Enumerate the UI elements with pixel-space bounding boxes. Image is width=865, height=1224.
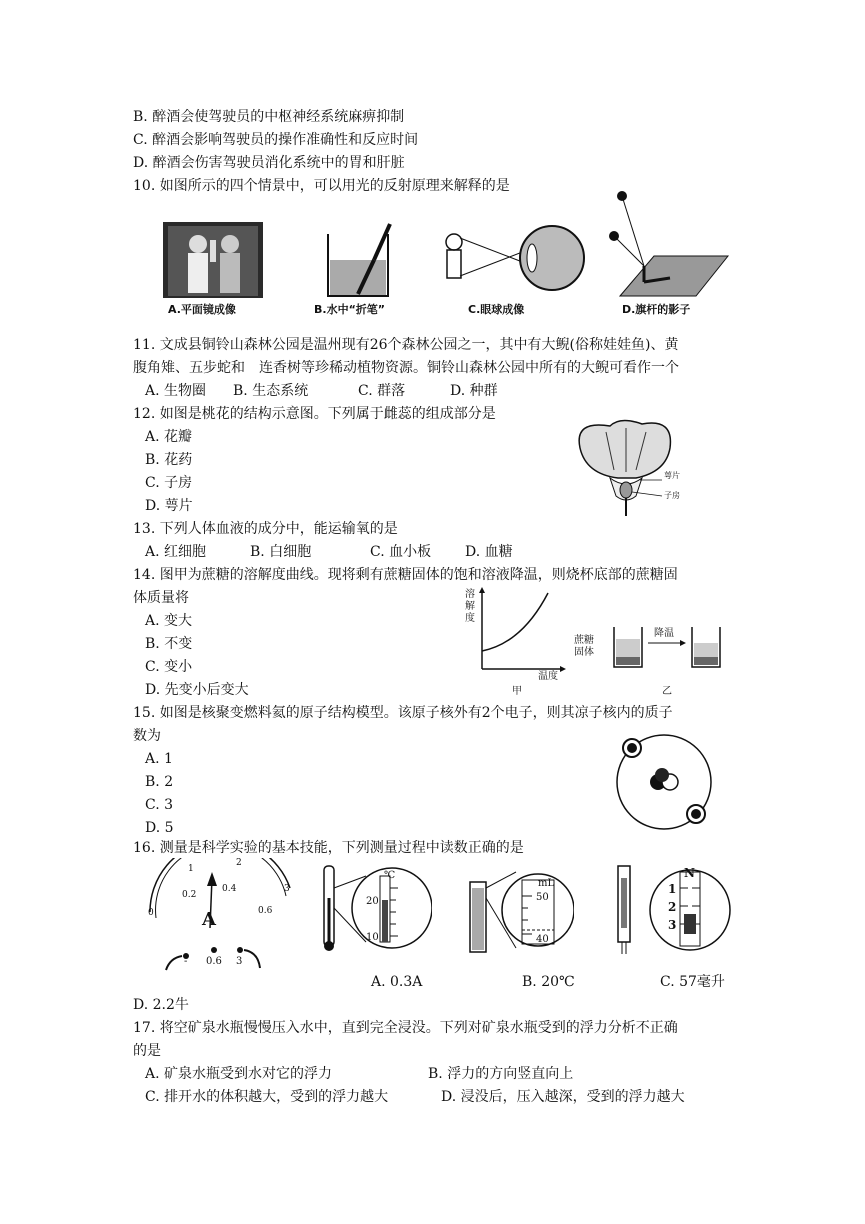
q14-option-a: A. 变大: [145, 613, 193, 629]
q13-option-a: A. 红细胞: [145, 544, 207, 560]
q10-figure-b: [310, 220, 420, 320]
q16-option-b: B. 20℃: [522, 974, 575, 990]
ovary-label: 子房: [664, 491, 680, 500]
q13-option-d: D. 血糖: [465, 544, 513, 560]
q11-option-b: B. 生态系统: [233, 383, 309, 399]
peach-flower-figure: [570, 418, 690, 520]
q9-option-d: D. 醉酒会伤害驾驶员消化系统中的胃和肝脏: [133, 155, 405, 171]
q15-option-c: C. 3: [145, 797, 174, 813]
q17-option-a: A. 矿泉水瓶受到水对它的浮力: [145, 1066, 333, 1082]
cylinder-diagram: [466, 858, 574, 958]
thermometer-figure: [318, 858, 432, 958]
ammeter-tick-0-6: 0.6: [258, 906, 273, 916]
sepal-label: 萼片: [664, 471, 680, 480]
figure-jia-label: 甲: [512, 686, 522, 697]
cylinder-tick-40: 40: [536, 934, 549, 945]
q11-option-c: C. 群落: [358, 383, 406, 399]
q13-option-b: B. 白细胞: [250, 544, 312, 560]
q13-option-c: C. 血小板: [370, 544, 432, 560]
atom-diagram: [610, 730, 718, 832]
ammeter-tick-0: 0: [148, 908, 154, 918]
q14-line1: 14. 图甲为蔗糖的溶解度曲线。现将剩有蔗糖固体的饱和溶液降温，则烧杯底部的蔗糖固: [133, 567, 678, 583]
q12-stem: 12. 如图是桃花的结构示意图。下列属于雌蕊的组成部分是: [133, 406, 496, 422]
q16-option-d: D. 2.2牛: [133, 997, 189, 1013]
q11-option-a: A. 生物圈: [145, 383, 207, 399]
q14-option-d: D. 先变小后变大: [145, 682, 249, 698]
spring-scale-tick-2: 2: [668, 900, 677, 914]
spring-scale-tick-1: 1: [668, 882, 677, 896]
q14-option-b: B. 不变: [145, 636, 193, 652]
q12-option-c: C. 子房: [145, 475, 193, 491]
ammeter-tick-0-4: 0.4: [222, 884, 237, 894]
q17-option-d: D. 浸没后，压入越深，受到的浮力越大: [441, 1089, 685, 1105]
q12-option-a: A. 花瓣: [145, 429, 193, 445]
q12-option-d: D. 萼片: [145, 498, 193, 514]
q9-option-c: C. 醉酒会影响驾驶员的操作准确性和反应时间: [133, 132, 419, 148]
q15-line1: 15. 如图是核聚变燃料氦的原子结构模型。该原子核外有2个电子，则其凉子核内的质子: [133, 705, 673, 721]
ammeter-terminal-3: 3: [236, 956, 243, 967]
ammeter-tick-3: 3: [284, 884, 290, 894]
q11-line2: 腹角雉、五步蛇和 连香树等珍稀动植物资源。铜铃山森林公园中所有的大鲵可看作一个: [133, 360, 679, 376]
spring-scale-figure: [612, 858, 732, 966]
spring-scale-unit: N: [684, 866, 695, 880]
q10-figure-a: [160, 220, 266, 320]
q15-option-d: D. 5: [145, 820, 174, 836]
solubility-ylabel: 溶解度: [465, 589, 475, 624]
q10-figure-d: [600, 186, 730, 320]
solubility-figure: [462, 585, 730, 700]
q16-stem: 16. 测量是科学实验的基本技能，下列测量过程中读数正确的是: [133, 840, 524, 856]
ammeter-tick-1: 1: [188, 864, 194, 874]
q9-option-b: B. 醉酒会使驾驶员的中枢神经系统麻痹抑制: [133, 109, 405, 125]
flagpole-shadow: [600, 186, 730, 300]
q16-option-c: C. 57毫升: [660, 974, 725, 990]
thermometer-tick-10: 10: [366, 932, 379, 943]
thermometer-tick-20: 20: [366, 896, 379, 907]
q17-option-b: B. 浮力的方向竖直向上: [428, 1066, 574, 1082]
cylinder-unit: mL: [538, 878, 555, 889]
ammeter-terminal-minus: -: [184, 956, 188, 967]
q10-figure-c: [440, 220, 586, 320]
q11-option-d: D. 种群: [450, 383, 498, 399]
q15-option-b: B. 2: [145, 774, 174, 790]
sucrose-solid-label: 蔗糖固体: [574, 635, 594, 658]
spring-scale-tick-3: 3: [668, 918, 677, 932]
q17-line2: 的是: [133, 1043, 161, 1059]
q14-option-c: C. 变小: [145, 659, 193, 675]
q14-line2: 体质量将: [133, 590, 189, 606]
q10-stem: 10. 如图所示的四个情景中，可以用光的反射原理来解释的是: [133, 178, 510, 194]
ammeter-terminal-0-6: 0.6: [206, 956, 222, 967]
q17-line1: 17. 将空矿泉水瓶慢慢压入水中，直到完全浸没。下列对矿泉水瓶受到的浮力分析不正确: [133, 1020, 678, 1036]
ammeter-unit: A: [202, 909, 216, 930]
solubility-xlabel: 温度: [538, 671, 558, 682]
q17-option-c: C. 排开水的体积越大，受到的浮力越大: [145, 1089, 389, 1105]
eye-diagram: [440, 220, 586, 300]
flower-diagram: [570, 418, 690, 520]
q16-option-a: A. 0.3A: [371, 974, 423, 990]
cooling-arrow-label: 降温: [654, 628, 674, 639]
figure-yi-label: 乙: [662, 686, 672, 697]
q10-caption-b: B.水中“折笔”: [314, 303, 386, 316]
ammeter-tick-2: 2: [236, 858, 242, 868]
graduated-cylinder-figure: [466, 858, 574, 958]
q12-option-b: B. 花药: [145, 452, 193, 468]
ammeter-tick-0-2: 0.2: [182, 890, 197, 900]
q11-line1: 11. 文成县铜铃山森林公园是温州现有26个森林公园之一，其中有大鲵(俗称娃娃鱼)、黄: [133, 337, 679, 353]
thermometer-unit: ℃: [384, 870, 396, 881]
ammeter-figure: [140, 858, 300, 980]
q10-caption-d: D.旗杆的影子: [622, 303, 691, 316]
q15-line2: 数为: [133, 728, 161, 744]
cylinder-tick-50: 50: [536, 892, 549, 903]
q10-caption-c: C.眼球成像: [468, 303, 525, 316]
beaker-pencil: [310, 220, 420, 300]
q15-option-a: A. 1: [145, 751, 173, 767]
atom-model-figure: [610, 730, 718, 832]
q10-caption-a: A.平面镜成像: [168, 303, 236, 316]
q13-stem: 13. 下列人体血液的成分中，能运输氧的是: [133, 521, 398, 537]
